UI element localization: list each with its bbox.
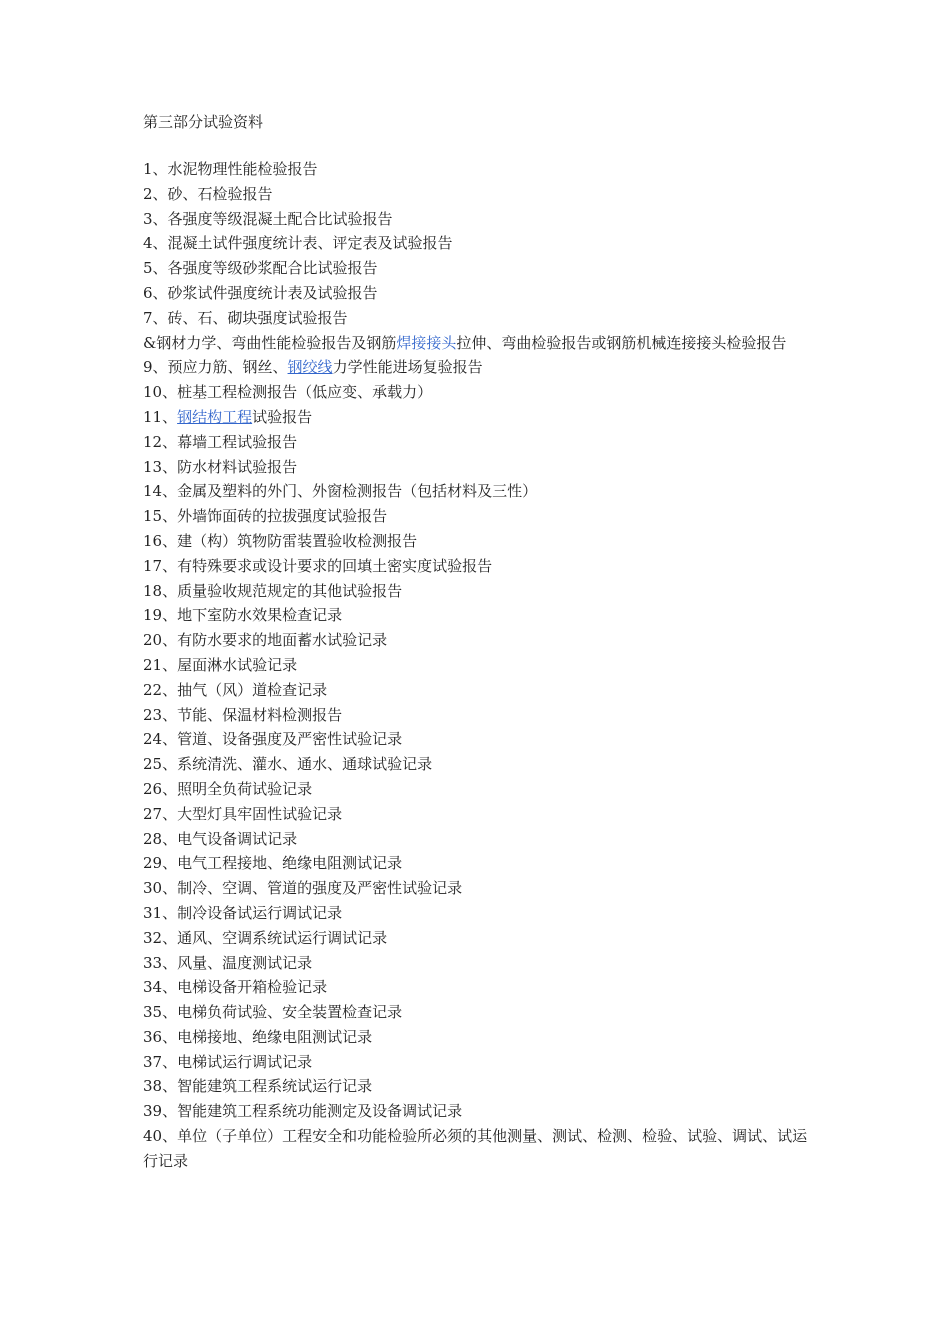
list-item-text: 20、有防水要求的地面蓄水试验记录 xyxy=(143,631,388,650)
list-item xyxy=(143,827,813,852)
list-item-text: 试验报告 xyxy=(252,407,313,426)
list-item-text: 37、电梯试运行调试记录 xyxy=(143,1052,313,1071)
list-item xyxy=(143,802,813,827)
inline-link[interactable]: 钢绞线 xyxy=(287,358,333,377)
list-item-text: 9、预应力筋、钢丝、 xyxy=(143,358,288,377)
inline-link[interactable]: 焊接接头 xyxy=(396,333,457,352)
list-item xyxy=(143,777,813,802)
list-item-text: 17、有特殊要求或设计要求的回填土密实度试验报告 xyxy=(143,556,493,575)
list-item xyxy=(143,851,813,876)
list-item-text: 30、制冷、空调、管道的强度及严密性试验记录 xyxy=(143,879,463,898)
list-item-text: 22、抽气（风）道检查记录 xyxy=(143,680,328,699)
list-item xyxy=(143,678,813,703)
list-item-text: 16、建（构）筑物防雷装置验收检测报告 xyxy=(143,531,418,550)
list-item xyxy=(143,1099,813,1124)
list-item xyxy=(143,405,813,430)
list-item xyxy=(143,157,813,182)
list-item-text: 力学性能进场复验报告 xyxy=(332,358,483,377)
list-item-text: 1、水泥物理性能检验报告 xyxy=(143,160,318,178)
list-item xyxy=(143,951,813,976)
list-item xyxy=(143,975,813,1000)
list-item xyxy=(143,1124,813,1174)
list-item xyxy=(143,628,813,653)
list-item xyxy=(143,752,813,777)
document-page xyxy=(143,110,813,1174)
list-item xyxy=(143,281,813,306)
list-item-text: 7、砖、石、砌块强度试验报告 xyxy=(143,308,348,327)
list-item-text: &钢材力学、弯曲性能检验报告及钢筋 xyxy=(143,333,397,352)
list-item xyxy=(143,380,813,405)
list-item xyxy=(143,331,813,356)
list-item-text: 2、砂、石检验报告 xyxy=(143,184,273,203)
inline-link[interactable]: 钢结构工程 xyxy=(177,407,253,426)
list-item-text: 19、地下室防水效果检查记录 xyxy=(143,606,343,625)
list-item-text: 39、智能建筑工程系统功能测定及设备调试记录 xyxy=(143,1102,463,1121)
list-item-text: 27、大型灯具牢固性试验记录 xyxy=(143,804,343,823)
list-item xyxy=(143,603,813,628)
list-item xyxy=(143,876,813,901)
list-item xyxy=(143,256,813,281)
list-item-text: 32、通风、空调系统试运行调试记录 xyxy=(143,928,388,947)
list-item-text: 25、系统清洗、灌水、通水、通球试验记录 xyxy=(143,755,433,774)
list-item-text: 36、电梯接地、绝缘电阻测试记录 xyxy=(143,1027,373,1046)
list-item-text: 6、砂浆试件强度统计表及试验报告 xyxy=(143,283,378,302)
list-item-text: 38、智能建筑工程系统试运行记录 xyxy=(143,1077,373,1096)
list-item xyxy=(143,306,813,331)
list-item xyxy=(143,727,813,752)
list-item xyxy=(143,504,813,529)
list-item xyxy=(143,355,813,380)
list-item-text: 拉伸、弯曲检验报告或钢筋机械连接接头检验报告 xyxy=(456,333,787,352)
list-item-text: 12、幕墙工程试验报告 xyxy=(143,432,298,451)
list-item xyxy=(143,554,813,579)
list-item-text: 29、电气工程接地、绝缘电阻测试记录 xyxy=(143,854,403,873)
list-item-text: 40、单位（子单位）工程安全和功能检验所必须的其他测量、测试、检测、检验、试验、调试、试运行记录 xyxy=(143,1127,808,1170)
list-item xyxy=(143,207,813,232)
list-item xyxy=(143,455,813,480)
list-item-text: 31、制冷设备试运行调试记录 xyxy=(143,903,343,922)
list-item-text: 5、各强度等级砂浆配合比试验报告 xyxy=(143,259,378,278)
list-item-text: 3、各强度等级混凝土配合比试验报告 xyxy=(143,209,393,228)
list-item xyxy=(143,703,813,728)
list-item xyxy=(143,182,813,207)
list-item-text: 13、防水材料试验报告 xyxy=(143,457,298,476)
list-item xyxy=(143,231,813,256)
list-item-text: 34、电梯设备开箱检验记录 xyxy=(143,978,328,997)
test-record-list xyxy=(143,157,813,1174)
list-item xyxy=(143,1074,813,1099)
list-item-text: 28、电气设备调试记录 xyxy=(143,829,298,848)
list-item-text: 4、混凝土试件强度统计表、评定表及试验报告 xyxy=(143,234,453,253)
list-item-text: 26、照明全负荷试验记录 xyxy=(143,779,313,798)
list-item-text: 11、 xyxy=(143,407,178,426)
list-item-text: 18、质量验收规范规定的其他试验报告 xyxy=(143,581,403,600)
list-item-text: 23、节能、保温材料检测报告 xyxy=(143,705,343,724)
page-title: 第三部分试验资料 xyxy=(143,113,264,131)
list-item xyxy=(143,653,813,678)
list-item-text: 24、管道、设备强度及严密性试验记录 xyxy=(143,730,403,749)
list-item xyxy=(143,1000,813,1025)
list-item xyxy=(143,579,813,604)
list-item-text: 14、金属及塑料的外门、外窗检测报告（包括材料及三性） xyxy=(143,482,538,501)
list-item-text: 10、桩基工程检测报告（低应变、承载力） xyxy=(143,383,433,402)
list-item-text: 35、电梯负荷试验、安全装置检查记录 xyxy=(143,1003,403,1022)
list-item xyxy=(143,1025,813,1050)
list-item-text: 15、外墙饰面砖的拉拔强度试验报告 xyxy=(143,507,388,526)
list-item-text: 21、屋面淋水试验记录 xyxy=(143,655,298,674)
list-item xyxy=(143,901,813,926)
list-item xyxy=(143,479,813,504)
list-item xyxy=(143,430,813,455)
list-item xyxy=(143,926,813,951)
list-item xyxy=(143,529,813,554)
list-item-text: 33、风量、温度测试记录 xyxy=(143,953,313,972)
list-item xyxy=(143,1050,813,1075)
